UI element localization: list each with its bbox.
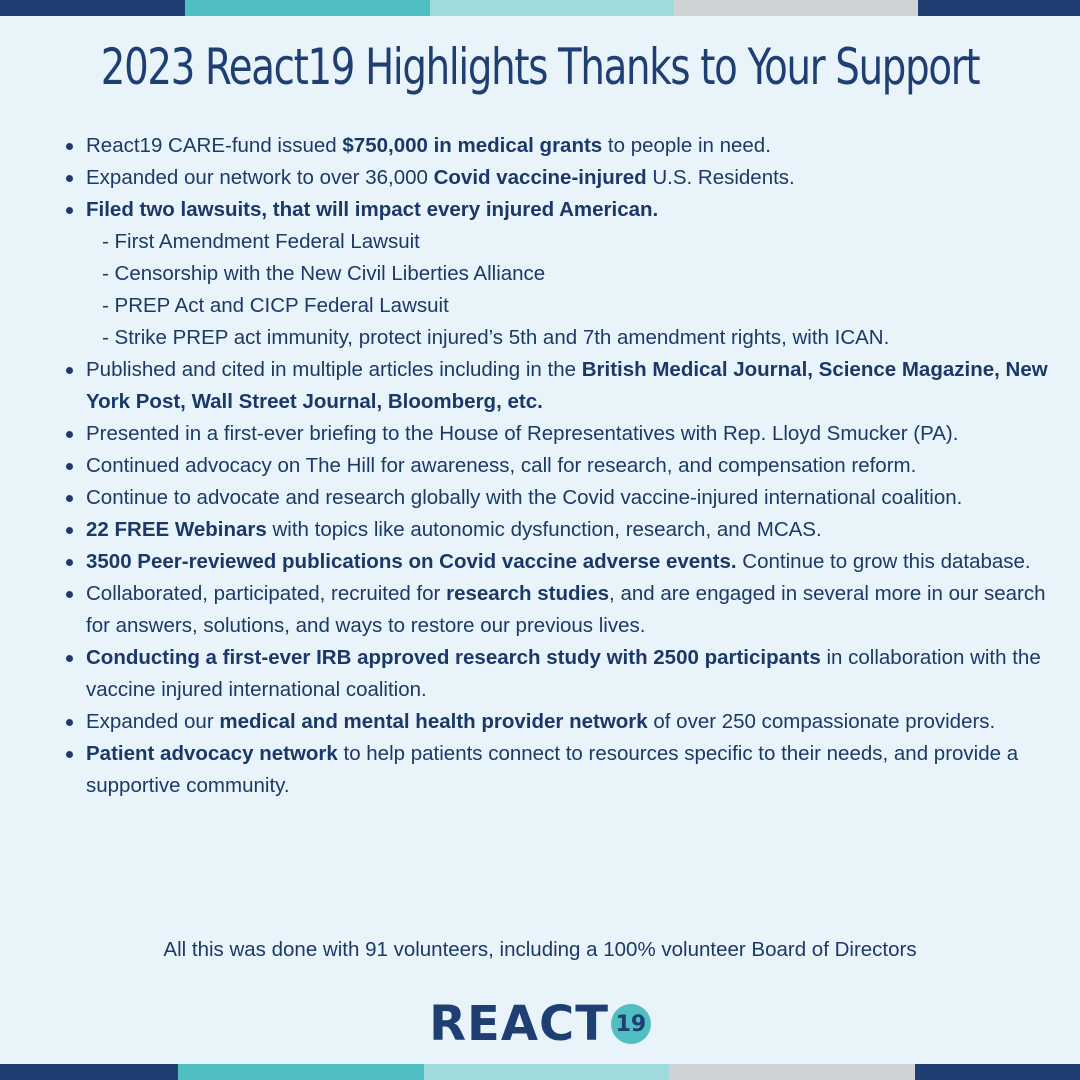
highlight-item <box>60 546 1050 578</box>
react19-logo <box>0 996 1080 1052</box>
highlight-item <box>60 162 1050 194</box>
text: Expanded our network to over 36,000 <box>86 166 434 189</box>
highlight-item <box>60 354 1050 418</box>
bold-text: Covid vaccine-injured <box>433 166 647 189</box>
highlight-item <box>60 738 1050 802</box>
text: in collaboration with the vaccine injured international coalition. <box>86 646 1041 701</box>
text: - Strike PREP act immunity, protect injured’s 5th and 7th amendment rights, with ICAN. <box>102 326 890 349</box>
highlight-item <box>60 642 1050 706</box>
highlight-item <box>60 706 1050 738</box>
text: Collaborated, participated, recruited for <box>86 582 447 605</box>
bold-text: Conducting a first-ever IRB approved research study with 2500 participants <box>86 646 821 669</box>
text: Expanded our <box>86 710 220 733</box>
text: to people in need. <box>602 134 771 157</box>
bold-text: British Medical Journal, Science Magazine, New York Post, Wall Street Journal, Bloomberg, etc. <box>86 358 1048 413</box>
text: Continue to advocate and research globally with the Covid vaccine-injured international coalition. <box>86 486 963 509</box>
volunteer-note: All this was done with 91 volunteers, including a 100% volunteer Board of Directors <box>163 938 917 961</box>
text: Published and cited in multiple articles including in the <box>86 358 582 381</box>
bold-text: 3500 Peer-reviewed publications on Covid vaccine adverse events. <box>86 550 737 573</box>
bold-text: $750,000 in medical grants <box>342 134 603 157</box>
highlight-item <box>60 130 1050 162</box>
highlight-item <box>60 578 1050 642</box>
top-color-bar <box>0 0 1080 16</box>
bold-text: research studies <box>446 582 610 605</box>
text: - PREP Act and CICP Federal Lawsuit <box>102 294 449 317</box>
bold-text: Filed two lawsuits, that will impact every injured American. <box>86 198 659 221</box>
lawsuit-sub-item <box>60 290 1050 322</box>
lawsuit-sub-item <box>60 226 1050 258</box>
logo-text: REACT <box>429 996 609 1052</box>
text: of over 250 compassionate providers. <box>647 710 996 733</box>
text: React19 CARE-fund issued <box>86 134 343 157</box>
page-title: 2023 React19 Highlights Thanks to Your Support <box>100 38 980 96</box>
highlight-item <box>60 418 1050 450</box>
text: - First Amendment Federal Lawsuit <box>102 230 420 253</box>
highlight-item <box>60 194 1050 226</box>
text: - Censorship with the New Civil Liberties Alliance <box>102 262 546 285</box>
bold-text: Patient advocacy network <box>86 742 338 765</box>
bold-text: medical and mental health provider network <box>219 710 648 733</box>
text: with topics like autonomic dysfunction, research, and MCAS. <box>266 518 822 541</box>
text: to help patients connect to resources specific to their needs, and provide a supportive community. <box>86 742 1019 797</box>
logo-badge: 19 <box>611 1004 651 1044</box>
text: Presented in a first-ever briefing to the House of Representatives with Rep. Lloyd Smucker (PA). <box>86 422 959 445</box>
highlights-list <box>60 130 1050 802</box>
text: , and are engaged in several more in our search for answers, solutions, and ways to restore our previous lives. <box>86 582 1046 637</box>
lawsuit-sub-item <box>60 322 1050 354</box>
highlight-item <box>60 450 1050 482</box>
highlight-item <box>60 514 1050 546</box>
text: U.S. Residents. <box>646 166 795 189</box>
text: Continue to grow this database. <box>736 550 1031 573</box>
bold-text: 22 FREE Webinars <box>86 518 267 541</box>
text: Continued advocacy on The Hill for awareness, call for research, and compensation reform. <box>86 454 917 477</box>
bottom-color-bar <box>0 1064 1080 1080</box>
lawsuit-sub-item <box>60 258 1050 290</box>
highlight-item <box>60 482 1050 514</box>
